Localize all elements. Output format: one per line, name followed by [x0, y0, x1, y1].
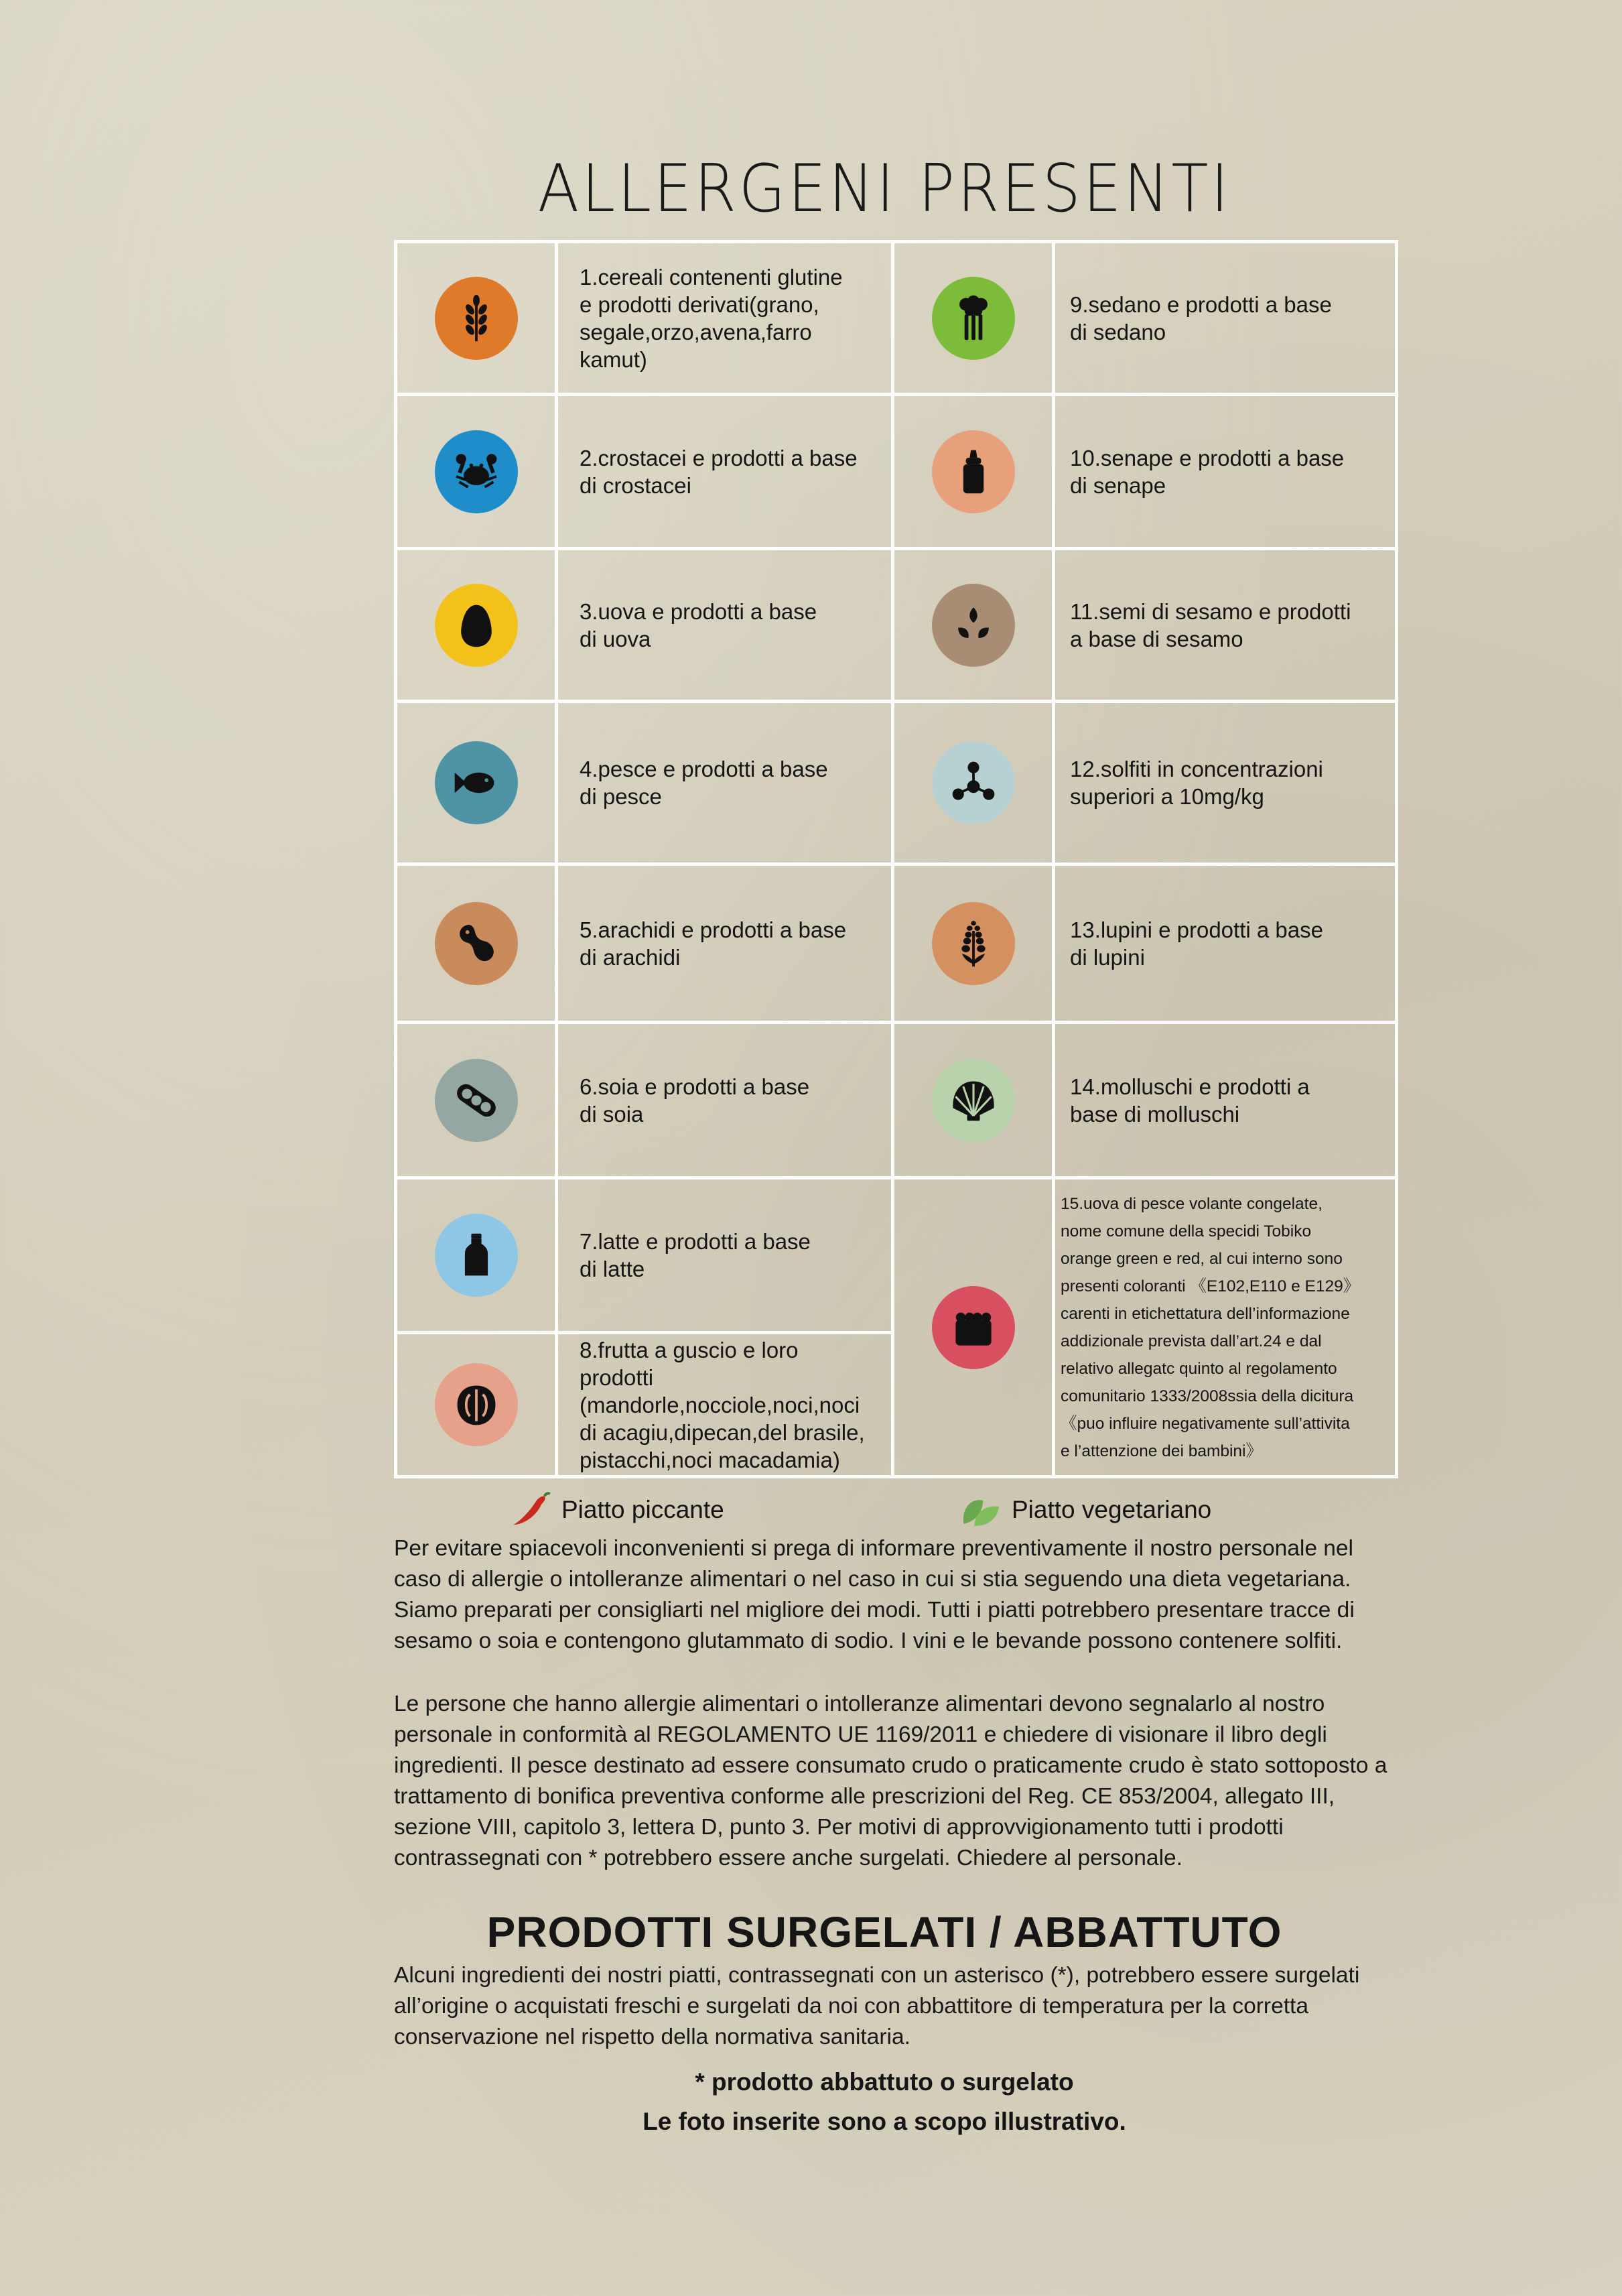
frozen-note: * prodotto abbattuto o surgelato [695, 2068, 1074, 2096]
regulation-paragraph: Le persone che hanno allergie alimentari o intolleranze alimentari devono segnalarlo al nostro personale in conformità al REGOLAMENTO UE 1169/2011 e chiedere di visionare il libro degli ingredienti. Il pesce destinato ad essere consumato crudo o praticamente crudo è stato sottoposto a trattamento di bonifica preventiva conforme alle prescrizioni del Reg. CE 853/2004, allegato III, sezione VIII, capitolo 3, lettera D, punto 3. Per motivi di approvvigionamento tutti i prodotti contrassegnati con * potrebbero essere anche surgelati. Chiedere al personale. [394, 1692, 1388, 1870]
roe-icon [932, 1286, 1015, 1369]
allergen-9-text: 9.sedano e prodotti a base di sedano [1070, 292, 1332, 344]
allergen-12-text: 12.solfiti in concentrazioni superiori a 10mg/kg [1070, 757, 1323, 809]
shell-icon [932, 1059, 1015, 1142]
fish-icon [435, 741, 518, 824]
allergen-6-text: 6.soia e prodotti a base di soia [580, 1074, 810, 1127]
legend-spicy [509, 1491, 724, 1529]
allergen-2-text: 2.crostacei e prodotti a base di crostacei [580, 445, 858, 498]
milk-bottle-icon [435, 1214, 518, 1297]
allergen-3-text: 3.uova e prodotti a base di uova [580, 598, 817, 651]
allergen-table [394, 240, 1398, 1478]
sulphite-icon [932, 741, 1015, 824]
allergen-13-text: 13.lupini e prodotti a base di lupini [1070, 917, 1323, 970]
photo-disclaimer: Le foto inserite sono a scopo illustrativo. [643, 2108, 1126, 2135]
allergen-14-text: 14.molluschi e prodotti a base di molluschi [1070, 1074, 1310, 1127]
peanut-icon [435, 902, 518, 985]
allergen-10-text: 10.senape e prodotti a base di senape [1070, 445, 1345, 498]
page-title: ALLERGENI PRESENTI [537, 151, 1231, 227]
allergen-11-text: 11.semi di sesamo e prodotti a base di sesamo [1070, 598, 1351, 651]
legend-vegetarian [959, 1491, 1211, 1529]
walnut-icon [435, 1363, 518, 1446]
celery-icon [932, 277, 1015, 360]
table-row [396, 865, 1397, 1023]
allergen-1-text: 1.cereali contenenti glutine e prodotti derivati(grano, segale,orzo,avena,farro kamut) [580, 264, 843, 372]
allergen-5-text: 5.arachidi e prodotti a base di arachidi [580, 917, 847, 970]
wheat-icon [435, 277, 518, 360]
soy-icon [435, 1059, 518, 1142]
crab-icon [435, 430, 518, 513]
allergen-4-text: 4.pesce e prodotti a base di pesce [580, 757, 828, 809]
allergen-8-text: 8.frutta a guscio e loro prodotti (mandorle,nocciole,noci,noci di acagiu,dipecan,del brasile, pistacchi,noci macadamia) [580, 1337, 865, 1472]
table-row [396, 1178, 1397, 1333]
table-row [396, 702, 1397, 865]
legend-spicy-label: Piatto piccante [561, 1496, 724, 1523]
allergen-7-text: 7.latte e prodotti a base di latte [580, 1229, 811, 1281]
table-row [396, 549, 1397, 702]
allergy-notice-paragraph: Per evitare spiacevoli inconvenienti si prega di informare preventivamente il nostro personale nel caso di allergie o intolleranze alimentari o nel caso in cui si stia seguendo una dieta vegetariana. Siamo preparati per consigliarti nel migliore dei modi. Tutti i piatti potrebbero presentare tracce di sesamo o soia e contengono glutammato di sodio. I vini e le bevande possono contenere solfiti. [394, 1536, 1355, 1653]
chili-pepper-icon [509, 1491, 552, 1529]
lupin-icon [932, 902, 1015, 985]
egg-icon [435, 584, 518, 667]
table-row [396, 242, 1397, 395]
table-row [396, 1023, 1397, 1178]
legend-vegetarian-label: Piatto vegetariano [1012, 1496, 1212, 1523]
sesame-icon [932, 584, 1015, 667]
table-row [396, 395, 1397, 549]
mustard-icon [932, 430, 1015, 513]
leaf-icon [959, 1491, 1002, 1529]
frozen-products-paragraph: Alcuni ingredienti dei nostri piatti, contrassegnati con un asterisco (*), potrebbero essere surgelati all’origine o acquistati freschi e surgelati da noi con abbattitore di temperatura per la corretta conservazione nel rispetto della normativa sanitaria. [394, 1963, 1360, 2049]
frozen-products-title: PRODOTTI SURGELATI / ABBATTUTO [486, 1908, 1282, 1956]
allergen-15-text: 15.uova di pesce volante congelate, nome comune della specidi Tobiko orange green e red, al cui interno sono presenti coloranti 《E102,E110 e E129》 carenti in etichettatura dell’informazione addizionale prevista dall’art.24 e dal relativo allegatc quinto al regolamento comunitario 1333/2008ssia della dicitura 《puo influire negativamente sull’attivita e l’attenzione dei bambini》 [1061, 1194, 1360, 1460]
